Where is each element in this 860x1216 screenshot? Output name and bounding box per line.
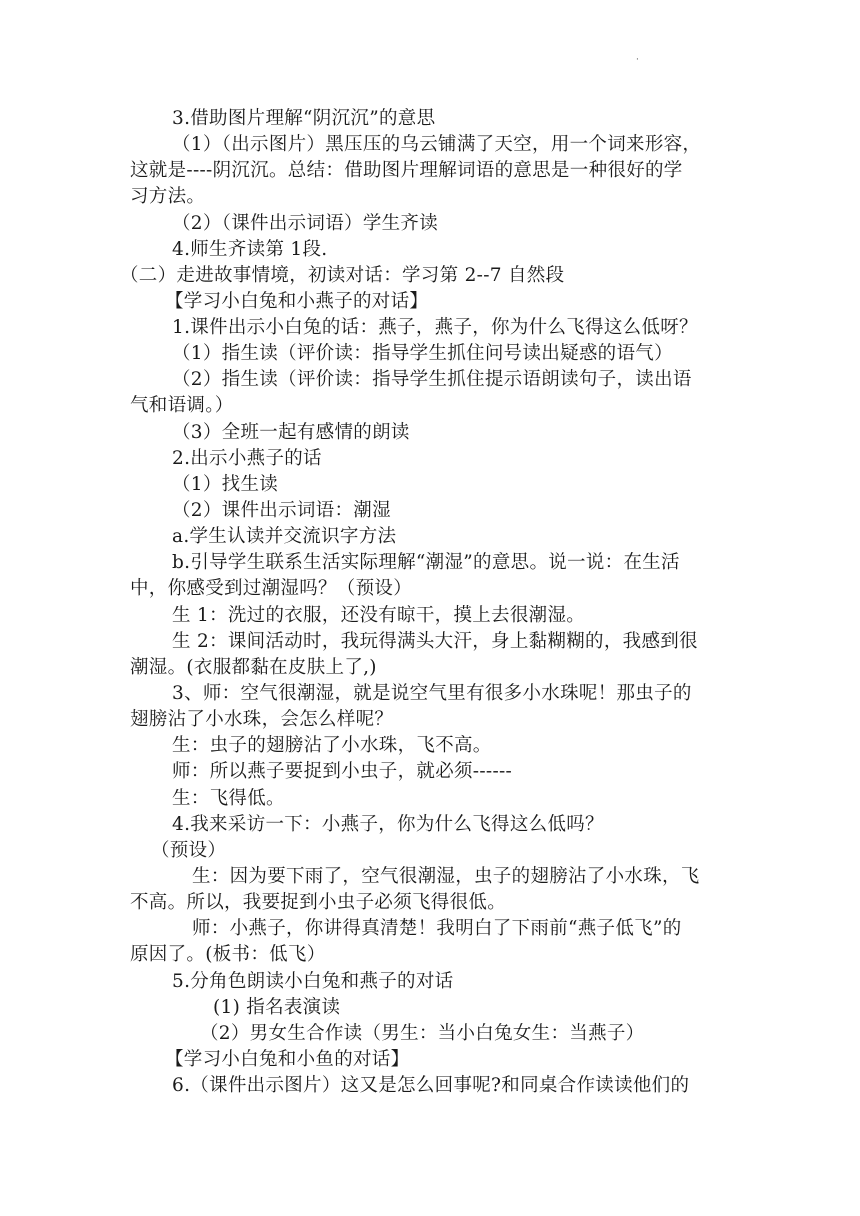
text-line: 生 1：洗过的衣服，还没有晾干，摸上去很潮湿。: [172, 605, 586, 626]
text-line: 6.（课件出示图片）这又是怎么回事呢?和同桌合作读读他们的: [172, 1075, 690, 1096]
text-line: （1）指生读（评价读：指导学生抓住问号读出疑惑的语气）: [172, 343, 673, 364]
text-line: （2）课件出示词语：潮湿: [172, 500, 391, 521]
subsection-heading: 【学习小白兔和小燕子的对话】: [165, 291, 429, 312]
text-line: 4.我来采访一下：小燕子，你为什么飞得这么低吗？: [172, 814, 604, 835]
text-line: （3）全班一起有感情的朗读: [172, 422, 410, 443]
text-line: 5.分角色朗读小白兔和燕子的对话: [172, 971, 454, 992]
text-line: 翅膀沾了小水珠，会怎么样呢？: [130, 709, 394, 730]
text-line: （1）（出示图片）黑压压的乌云铺满了天空，用一个词来形容，: [172, 134, 702, 155]
corner-mark: ·: [636, 55, 639, 65]
text-line: 3.借助图片理解“阴沉沉”的意思: [172, 108, 436, 129]
text-line: （2）男女生合作读（男生：当小白兔女生：当燕子）: [200, 1023, 645, 1044]
text-line: 4.师生齐读第 1段.: [172, 239, 328, 260]
text-line: 习方法。: [130, 186, 206, 207]
text-line: （预设）: [151, 840, 227, 861]
text-line: （1）找生读: [172, 474, 279, 495]
text-line: (1) 指名表演读: [213, 997, 341, 1018]
text-line: 生：虫子的翅膀沾了小水珠，飞不高。: [172, 735, 492, 756]
text-line: 1.课件出示小白兔的话：燕子，燕子，你为什么飞得这么低呀？: [172, 317, 698, 338]
text-line: （2）（课件出示词语）学生齐读: [172, 213, 439, 234]
subsection-heading: 【学习小白兔和小鱼的对话】: [165, 1049, 410, 1070]
text-line: 这就是----阴沉沉。总结：借助图片理解词语的意思是一种很好的学: [130, 160, 683, 181]
text-line: 生 2：课间活动时，我玩得满头大汗，身上黏糊糊的，我感到很: [172, 631, 698, 652]
text-line: b.引导学生联系生活实际理解“潮湿”的意思。说一说：在生活: [172, 552, 680, 573]
text-line: （2）指生读（评价读：指导学生抓住提示语朗读句子，读出语: [172, 369, 692, 390]
text-line: 潮湿。(衣服都黏在皮肤上了,): [130, 657, 377, 678]
text-line: 3、师：空气很潮湿，就是说空气里有很多小水珠呢！那虫子的: [172, 683, 692, 704]
text-line: 不高。所以，我要捉到小虫子必须飞得很低。: [130, 892, 507, 913]
text-line: 2.出示小燕子的话: [172, 448, 322, 469]
text-line: a.学生认读并交流识字方法: [172, 526, 397, 547]
section-heading: （二）走进故事情境，初读对话：学习第 2--7 自然段: [120, 265, 565, 286]
text-line: 师：所以燕子要捉到小虫子，就必须------: [172, 761, 513, 782]
text-line: 原因了。(板书：低飞）: [130, 944, 326, 965]
text-line: 中，你感受到过潮湿吗？（预设）: [130, 578, 413, 599]
text-line: 生：因为要下雨了，空气很潮湿，虫子的翅膀沾了小水珠，飞: [192, 866, 700, 887]
text-line: 生：飞得低。: [172, 788, 285, 809]
text-line: 气和语调。）: [130, 395, 234, 416]
text-line: 师：小燕子，你讲得真清楚！我明白了下雨前“燕子低飞”的: [192, 918, 682, 939]
